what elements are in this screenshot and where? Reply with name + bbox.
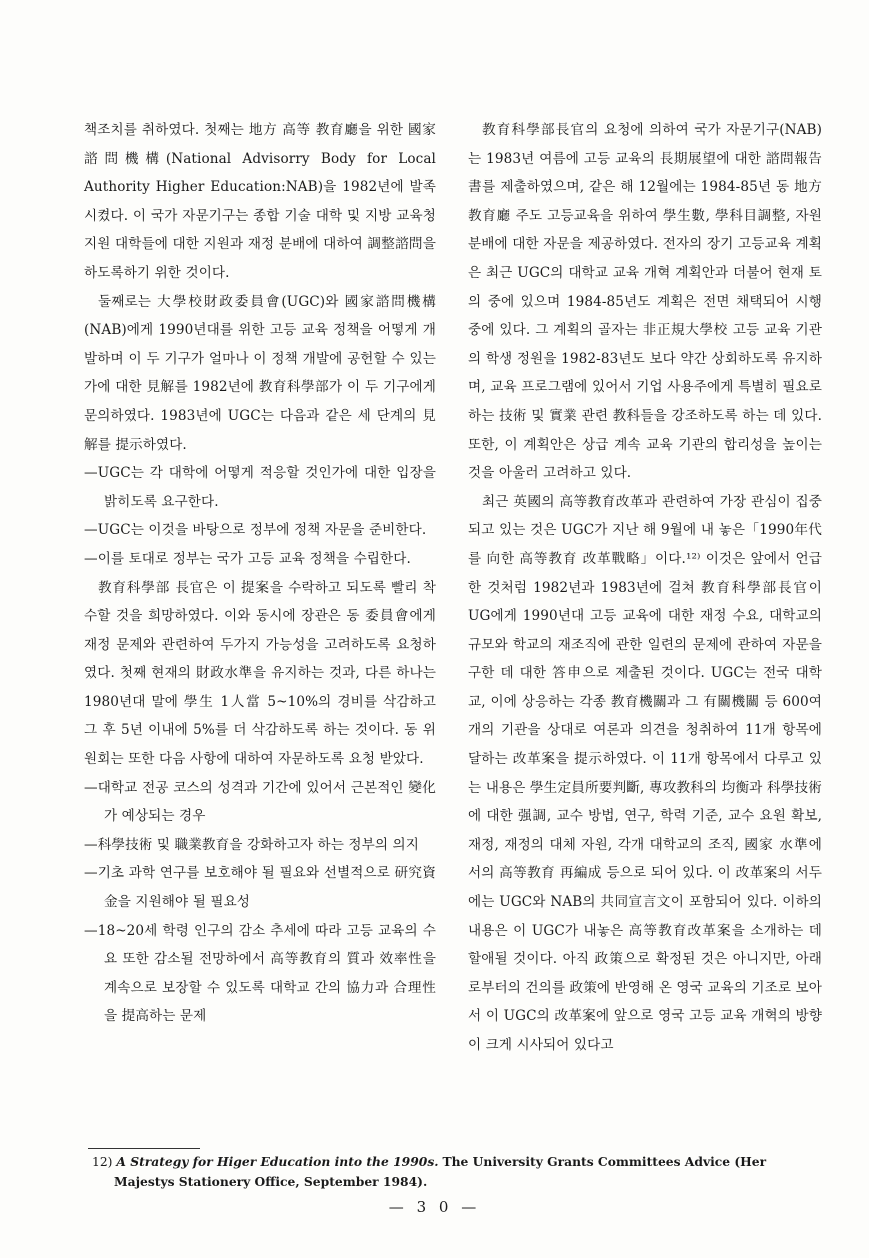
left-list-item-7: —18~20세 학령 인구의 감소 추세에 따라 고등 교육의 수요 또한 감소될 전망하에서 高等教育의 質과 效率性을 계속으로 보장할 수 있도록 대학교 간의 協力과 合理性을 提高하는 문제	[84, 922, 436, 1025]
left-list-item-5: —科學技術 및 職業教育을 강화하고자 하는 정부의 의지	[84, 836, 420, 853]
left-list-item-4: —대학교 전공 코스의 성격과 기간에 있어서 근본적인 變化가 예상되는 경우	[84, 779, 436, 825]
footnote	[92, 1152, 832, 1191]
footnote-source: The University Grants Committees Advice (Her	[442, 1154, 767, 1169]
page-number: — 3 0 —	[388, 1198, 481, 1216]
right-column	[468, 116, 822, 1060]
left-list-item-1: —UGC는 각 대학에 어떻게 적응할 것인가에 대한 입장을 밝히도록 요구한다.	[84, 465, 436, 510]
left-paragraph-1: 책조치를 취하였다. 첫째는 地方 高等 教育廳을 위한 國家諮問機構(National Advisorry Body for Local Authority Higher Education:NAB)을 1982년에 발족시켰다. 이 국가 자문기구는 종합 기술 대학 및 지방 교육청 지원 대학들에 대한 지원과 재정 분배에 대하여 調整諮問을 하도록하기 위한 것이다.	[84, 122, 436, 281]
left-paragraph-3: 教育科學部 長官은 이 提案을 수락하고 되도록 빨리 착수할 것을 희망하였다. 이와 동시에 장관은 동 委員會에게 재정 문제와 관련하여 두가지 가능성을 고려하도록 요청하였다. 첫째 현재의 財政水準을 유지하는 것과, 다른 하나는 1980년대 말에 學生 1人當 5~10%의 경비를 삭감하고 그 후 5년 이내에 5%를 더 삭감하도록 하는 것이다. 동 위원회는 또한 다음 사항에 대하여 자문하도록 요청 받았다.	[84, 579, 436, 768]
left-list-item-2: —UGC는 이것을 바탕으로 정부에 정책 자문을 준비한다.	[84, 522, 427, 539]
footnote-title: A Strategy for Higer Education into the 1990s.	[116, 1154, 439, 1169]
right-paragraph-1: 教育科學部長官의 요청에 의하여 국가 자문기구(NAB)는 1983년 여름에 고등 교육의 長期展望에 대한 諮問報告書를 제출하였으며, 같은 해 12월에는 1984-85년 동 地方教育廳 주도 고등교육을 위하여 學生數, 學科目調整, 자원 분배에 대한 자문을 제공하였다. 전자의 장기 고등교육 계획은 최근 UGC의 대학교 교육 개혁 계획안과 더불어 현재 토의 중에 있으며 1984-85년도 계획은 전면 채택되어 시행 중에 있다. 그 계획의 골자는 非正規大學校 고등 교육 기관의 학생 정원을 1982-83년도 보다 약간 상회하도록 유지하며, 교육 프로그램에 있어서 기업 사용주에게 특별히 필요로 하는 技術 및 實業 관련 教科들을 강조하도록 하는 데 있다. 또한, 이 계획안은 상급 계속 교육 기관의 합리성을 높이는 것을 아울러 고려하고 있다.	[468, 122, 822, 482]
footnote-rule	[88, 1148, 200, 1149]
footnote-publisher: Majestys Stationery Office, September 1984).	[114, 1174, 428, 1189]
left-list-item-6: —기초 과학 연구를 보호해야 될 필요와 선별적으로 研究資金을 지원해야 될 필요성	[84, 865, 436, 911]
left-list-item-3: —이를 토대로 정부는 국가 고등 교육 정책을 수립한다.	[84, 550, 411, 567]
footnote-number: 12)	[92, 1155, 113, 1169]
left-column	[84, 116, 436, 1031]
right-paragraph-2: 최근 英國의 高等教育改革과 관련하여 가장 관심이 집중되고 있는 것은 UGC가 지난 해 9월에 내 놓은「1990年代를 向한 高等教育 改革戰略」이다.¹²⁾ 이것은 앞에서 언급한 것처럼 1982년과 1983년에 걸쳐 教育科學部長官이 UG에게 1990년대 고등 교육에 대한 재정 수요, 대학교의 규모와 학교의 재조직에 관한 일련의 문제에 관하여 자문을 구한 데 대한 答申으로 제출된 것이다. UGC는 전국 대학교, 이에 상응하는 각종 教育機關과 그 有關機關 등 600여 개의 기관을 상대로 여론과 의견을 청취하여 11개 항목에 달하는 改革案을 提示하였다. 이 11개 항목에서 다루고 있는 내용은 學生定員所要判斷, 專攻教科의 均衡과 科學技術에 대한 强調, 교수 방법, 연구, 학력 기준, 교수 요원 확보, 재정, 재정의 대체 자원, 각개 대학교의 조직, 國家 水準에서의 高等教育 再編成 등으로 되어 있다. 이 改革案의 서두에는 UGC와 NAB의 共同宣言文이 포함되어 있다. 이하의 내용은 이 UGC가 내놓은 高等教育改革案을 소개하는 데 할애될 것이다. 아직 政策으로 확정된 것은 아니지만, 아래로부터의 건의를 政策에 반영해 온 영국 교육의 기조로 보아서 이 UGC의 改革案에 앞으로 영국 고등 교육 개혁의 방향이 크게 시사되어 있다고	[468, 493, 822, 1053]
left-paragraph-2: 둘째로는 大學校財政委員會(UGC)와 國家諮問機構(NAB)에게 1990년대를 위한 고등 교육 정책을 어떻게 개발하며 이 두 기구가 얼마나 이 정책 개발에 공헌할 수 있는가에 대한 見解를 1982년에 教育科學部가 이 두 기구에게 문의하였다. 1983년에 UGC는 다음과 같은 세 단계의 見解를 提示하였다.	[84, 293, 436, 453]
